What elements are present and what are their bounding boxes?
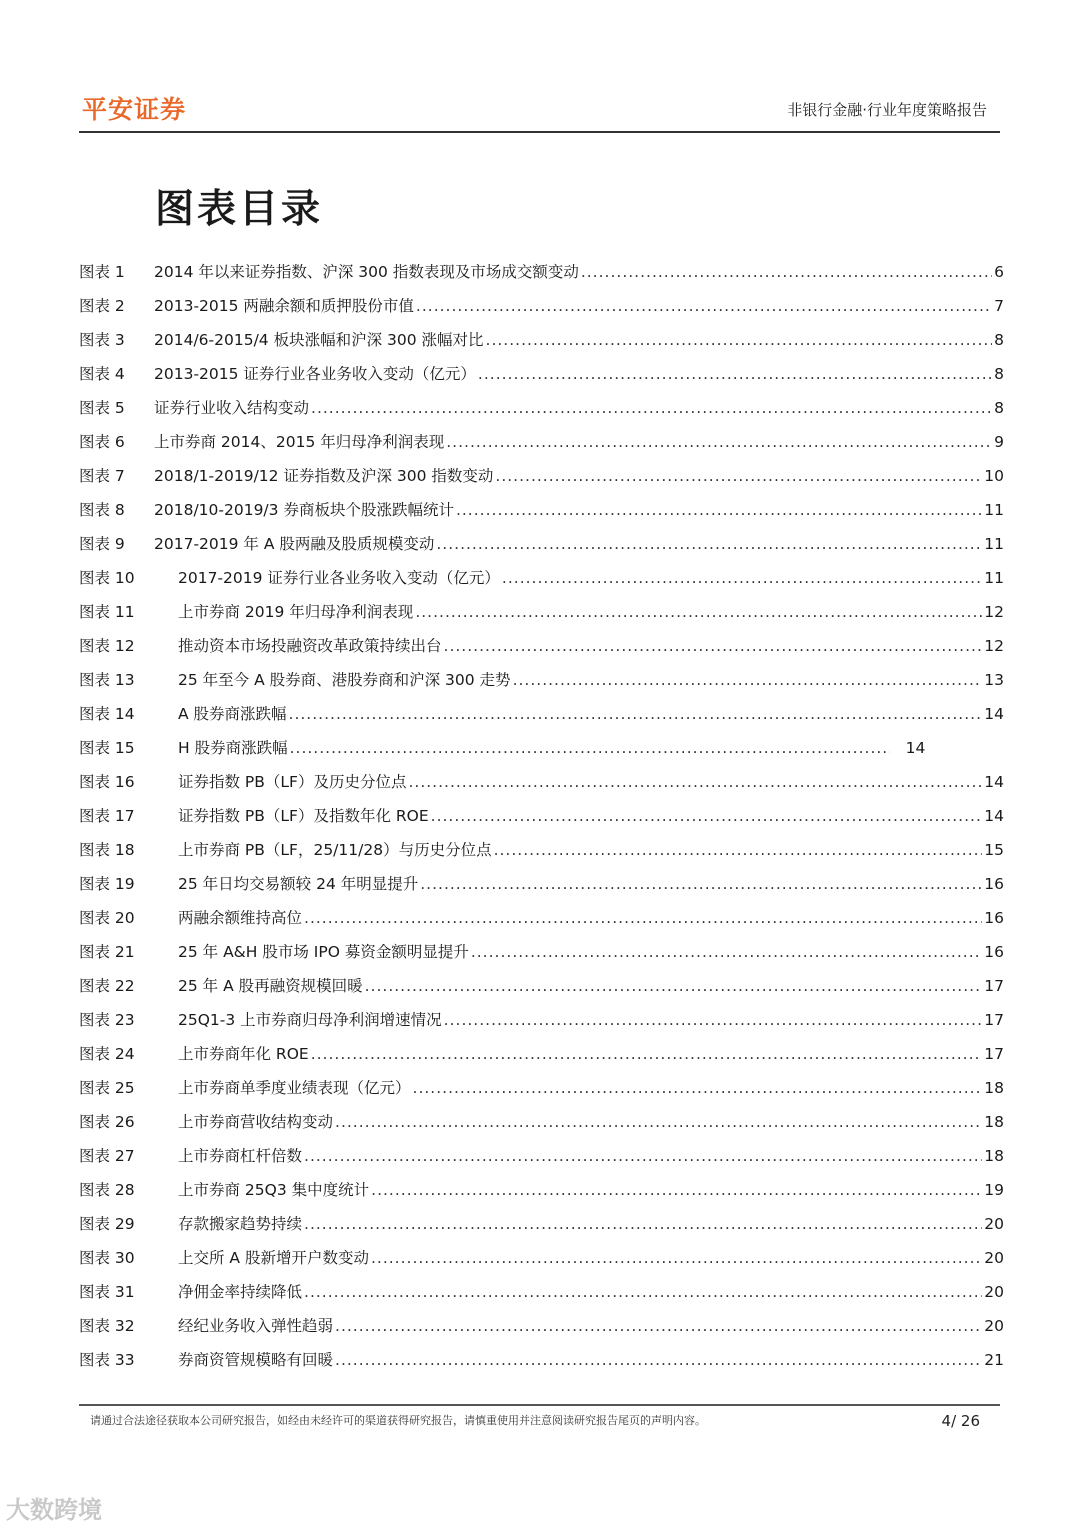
dot-leader: [456, 501, 982, 519]
dot-leader: [304, 909, 982, 927]
dot-leader: [415, 603, 982, 621]
toc-title[interactable]: 2014 年以来证券指数、沪深 300 指数表现及市场成交额变动: [154, 263, 579, 281]
toc-label: 图表 33: [79, 1351, 135, 1369]
toc-entry[interactable]: [79, 1042, 1004, 1076]
toc-page[interactable]: 20: [984, 1317, 1004, 1335]
toc-page[interactable]: 10: [984, 467, 1004, 485]
toc-label: 图表 3: [79, 331, 125, 349]
toc-entry[interactable]: [79, 1076, 1004, 1110]
toc-label: 图表 23: [79, 1011, 135, 1029]
toc-title[interactable]: 上市券商 25Q3 集中度统计: [178, 1181, 370, 1199]
toc-title[interactable]: A 股券商涨跌幅: [178, 705, 287, 723]
toc-label: 图表 19: [79, 875, 135, 893]
toc-entry[interactable]: [79, 804, 1004, 838]
toc-page[interactable]: 20: [984, 1249, 1004, 1267]
toc-title[interactable]: 25Q1-3 上市券商归母净利润增速情况: [178, 1011, 442, 1029]
toc-title[interactable]: 25 年日均交易额较 24 年明显提升: [178, 875, 419, 893]
toc-page[interactable]: 6: [994, 263, 1004, 281]
toc-entry[interactable]: [79, 1144, 1004, 1178]
toc-label: 图表 25: [79, 1079, 135, 1097]
toc-page[interactable]: 14: [905, 739, 926, 757]
toc-entry[interactable]: [79, 702, 1004, 736]
toc-page[interactable]: 18: [984, 1113, 1004, 1131]
toc-entry[interactable]: [79, 294, 1004, 328]
toc-page[interactable]: 8: [994, 365, 1004, 383]
toc-label: 图表 10: [79, 569, 135, 587]
toc-page[interactable]: 20: [984, 1283, 1004, 1301]
dot-leader: [486, 331, 993, 349]
toc-entry[interactable]: [79, 1178, 1004, 1212]
toc-label: 图表 14: [79, 705, 135, 723]
toc-page[interactable]: 8: [994, 399, 1004, 417]
toc-title[interactable]: 存款搬家趋势持续: [178, 1215, 303, 1233]
header-divider: [79, 131, 1000, 133]
toc-label: 图表 27: [79, 1147, 135, 1165]
dot-leader: [581, 263, 992, 281]
toc-page[interactable]: 14: [984, 807, 1004, 825]
toc-page[interactable]: 8: [994, 331, 1004, 349]
toc-title[interactable]: 2018/1-2019/12 证券指数及沪深 300 指数变动: [154, 467, 494, 485]
toc-label: 图表 12: [79, 637, 135, 655]
dot-leader: [494, 841, 983, 859]
dot-leader: [335, 1317, 982, 1335]
table-of-figures: [79, 260, 1004, 1382]
company-logo: 平安证券: [82, 95, 187, 124]
toc-entry[interactable]: [79, 906, 1004, 940]
toc-entry[interactable]: [79, 328, 1004, 362]
toc-entry[interactable]: [79, 1212, 1004, 1246]
toc-title[interactable]: 证券指数 PB（LF）及历史分位点: [178, 773, 407, 791]
toc-title[interactable]: 25 年至今 A 股券商、港股券商和沪深 300 走势: [178, 671, 511, 689]
toc-page[interactable]: 17: [984, 1011, 1004, 1029]
dot-leader: [446, 433, 992, 451]
toc-label: 图表 24: [79, 1045, 135, 1063]
toc-page[interactable]: 11: [984, 501, 1004, 519]
dot-leader: [304, 1283, 982, 1301]
dot-leader: [413, 1079, 983, 1097]
toc-label: 图表 17: [79, 807, 135, 825]
dot-leader: [444, 637, 983, 655]
toc-entry[interactable]: [79, 974, 1004, 1008]
toc-page[interactable]: 18: [984, 1079, 1004, 1097]
toc-entry[interactable]: [79, 1348, 1004, 1382]
toc-title[interactable]: 上市券商 PB（LF，25/11/28）与历史分位点: [178, 841, 492, 859]
toc-title[interactable]: 券商资管规模略有回暖: [178, 1351, 334, 1369]
toc-title[interactable]: 上市券商 2019 年归母净利润表现: [178, 603, 414, 621]
toc-entry[interactable]: [79, 838, 1004, 872]
dot-leader: [290, 739, 890, 757]
toc-label: 图表 1: [79, 263, 125, 281]
page-title: 图表目录: [155, 187, 324, 232]
dot-leader: [371, 1249, 982, 1267]
toc-page[interactable]: 16: [984, 943, 1004, 961]
toc-title[interactable]: 证券行业收入结构变动: [154, 399, 310, 417]
dot-leader: [365, 977, 983, 995]
dot-leader: [431, 807, 983, 825]
toc-label: 图表 31: [79, 1283, 135, 1301]
toc-page[interactable]: 11: [984, 535, 1004, 553]
toc-title[interactable]: 25 年 A&H 股市场 IPO 募资金额明显提升: [178, 943, 469, 961]
dot-leader: [436, 535, 982, 553]
toc-title[interactable]: 上市券商 2014、2015 年归母净利润表现: [154, 433, 445, 451]
dot-leader: [444, 1011, 983, 1029]
dot-leader: [495, 467, 982, 485]
toc-entry[interactable]: [79, 362, 1004, 396]
toc-page[interactable]: 13: [984, 671, 1004, 689]
dot-leader: [478, 365, 992, 383]
toc-label: 图表 4: [79, 365, 125, 383]
toc-title[interactable]: 2017-2019 年 A 股两融及股质规模变动: [154, 535, 435, 553]
toc-page[interactable]: 19: [984, 1181, 1004, 1199]
toc-entry[interactable]: [79, 668, 1004, 702]
toc-page[interactable]: 15: [984, 841, 1004, 859]
toc-title[interactable]: 两融余额维持高位: [178, 909, 303, 927]
toc-title[interactable]: 净佣金率持续降低: [178, 1283, 303, 1301]
toc-page[interactable]: 17: [984, 977, 1004, 995]
toc-title[interactable]: 2014/6-2015/4 板块涨幅和沪深 300 涨幅对比: [154, 331, 484, 349]
toc-label: 图表 5: [79, 399, 125, 417]
toc-entry[interactable]: [79, 464, 1004, 498]
toc-label: 图表 26: [79, 1113, 135, 1131]
report-type: 非银行金融·行业年度策略报告: [787, 101, 987, 119]
toc-page[interactable]: 7: [994, 297, 1004, 315]
toc-label: 图表 28: [79, 1181, 135, 1199]
toc-title[interactable]: 经纪业务收入弹性趋弱: [178, 1317, 334, 1335]
toc-label: 图表 8: [79, 501, 125, 519]
footer-disclaimer: 请通过合法途径获取本公司研究报告，如经由未经许可的渠道获得研究报告，请慎重使用并注意阅读研究报告尾页的声明内容。: [90, 1414, 706, 1427]
dot-leader: [502, 569, 982, 587]
toc-page[interactable]: 16: [984, 909, 1004, 927]
dot-leader: [420, 875, 982, 893]
toc-title[interactable]: 25 年 A 股再融资规模回暖: [178, 977, 363, 995]
toc-entry[interactable]: [79, 532, 1004, 566]
toc-page[interactable]: 17: [984, 1045, 1004, 1063]
dot-leader: [335, 1113, 982, 1131]
toc-label: 图表 2: [79, 297, 125, 315]
toc-entry[interactable]: [79, 566, 1004, 600]
toc-label: 图表 6: [79, 433, 125, 451]
dot-leader: [513, 671, 983, 689]
toc-page[interactable]: 21: [984, 1351, 1004, 1369]
dot-leader: [304, 1215, 982, 1233]
dot-leader: [311, 399, 992, 417]
toc-title[interactable]: 2018/10-2019/3 券商板块个股涨跌幅统计: [154, 501, 454, 519]
toc-entry[interactable]: [79, 872, 1004, 906]
toc-title[interactable]: 上市券商年化 ROE: [178, 1045, 309, 1063]
toc-page[interactable]: 16: [984, 875, 1004, 893]
toc-label: 图表 15: [79, 739, 135, 757]
dot-leader: [471, 943, 982, 961]
dot-leader: [335, 1351, 982, 1369]
dot-leader: [304, 1147, 982, 1165]
toc-page[interactable]: 20: [984, 1215, 1004, 1233]
toc-label: 图表 30: [79, 1249, 135, 1267]
toc-title[interactable]: H 股券商涨跌幅: [178, 739, 288, 757]
toc-page[interactable]: 12: [984, 637, 1004, 655]
page-number: 4/ 26: [941, 1412, 980, 1430]
toc-entry[interactable]: [79, 1008, 1004, 1042]
dot-leader: [371, 1181, 982, 1199]
toc-page[interactable]: 14: [984, 705, 1004, 723]
watermark: 大数跨境: [6, 1496, 102, 1524]
toc-entry[interactable]: [79, 430, 1004, 464]
toc-entry[interactable]: [79, 1314, 1004, 1348]
toc-entry[interactable]: [79, 260, 1004, 294]
toc-page[interactable]: 18: [984, 1147, 1004, 1165]
toc-entry[interactable]: [79, 736, 1004, 770]
toc-entry[interactable]: [79, 634, 1004, 668]
toc-entry[interactable]: [79, 396, 1004, 430]
toc-page[interactable]: 14: [984, 773, 1004, 791]
toc-label: 图表 13: [79, 671, 135, 689]
toc-label: 图表 22: [79, 977, 135, 995]
toc-title[interactable]: 2013-2015 证券行业各业务收入变动（亿元）: [154, 365, 476, 383]
toc-label: 图表 16: [79, 773, 135, 791]
toc-label: 图表 29: [79, 1215, 135, 1233]
toc-entry[interactable]: [79, 1280, 1004, 1314]
toc-entry[interactable]: [79, 770, 1004, 804]
dot-leader: [408, 773, 982, 791]
toc-title[interactable]: 2013-2015 两融余额和质押股份市值: [154, 297, 414, 315]
toc-label: 图表 11: [79, 603, 135, 621]
dot-leader: [311, 1045, 983, 1063]
toc-page[interactable]: 11: [984, 569, 1004, 587]
toc-label: 图表 9: [79, 535, 125, 553]
toc-entry[interactable]: [79, 940, 1004, 974]
toc-label: 图表 32: [79, 1317, 135, 1335]
toc-entry[interactable]: [79, 600, 1004, 634]
dot-leader: [416, 297, 992, 315]
toc-title[interactable]: 上交所 A 股新增开户数变动: [178, 1249, 369, 1267]
toc-title[interactable]: 推动资本市场投融资改革政策持续出台: [178, 637, 442, 655]
toc-label: 图表 21: [79, 943, 135, 961]
toc-title[interactable]: 证券指数 PB（LF）及指数年化 ROE: [178, 807, 429, 825]
toc-label: 图表 20: [79, 909, 135, 927]
toc-title[interactable]: 上市券商单季度业绩表现（亿元）: [178, 1079, 411, 1097]
toc-title[interactable]: 上市券商杠杆倍数: [178, 1147, 303, 1165]
footer-divider: [79, 1404, 1000, 1406]
toc-label: 图表 18: [79, 841, 135, 859]
toc-entry[interactable]: [79, 498, 1004, 532]
toc-title[interactable]: 上市券商营收结构变动: [178, 1113, 334, 1131]
toc-page[interactable]: 12: [984, 603, 1004, 621]
toc-label: 图表 7: [79, 467, 125, 485]
toc-entry[interactable]: [79, 1110, 1004, 1144]
toc-title[interactable]: 2017-2019 证券行业各业务收入变动（亿元）: [178, 569, 500, 587]
toc-entry[interactable]: [79, 1246, 1004, 1280]
toc-page[interactable]: 9: [994, 433, 1004, 451]
dot-leader: [289, 705, 983, 723]
